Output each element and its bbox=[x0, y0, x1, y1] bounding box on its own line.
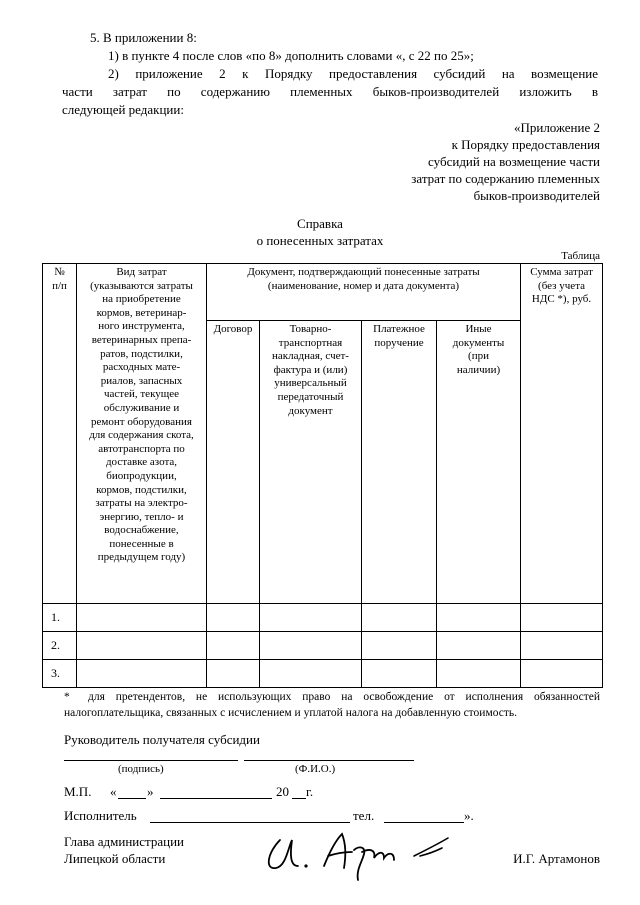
executor-line[interactable] bbox=[150, 822, 350, 823]
header-expense-type: Вид затрат (указываются затраты на приобретение кормов, ветеринар- ного инструмента, ветеринарных препа- ратов, подстилки, расходных мате- риалов, запасных частей, текущее обслуживание и ремонт оборудования для содержания скота, автотранспорта по доставке азота, биопродукции, кормов, подстилки, затраты на электро- энергию, тепло- и водоснабжение, понесенные в предыдущем году) bbox=[77, 264, 207, 604]
table-cell[interactable] bbox=[437, 632, 521, 660]
stamp-label: М.П. bbox=[64, 784, 92, 799]
subitem-2-line3: следующей редакции: bbox=[62, 102, 184, 117]
subheader-contract: Договор bbox=[207, 321, 260, 604]
subitem-2-line2: части затрат по содержанию племенных быков-производителей изложить в bbox=[62, 84, 598, 99]
header-supporting-document: Документ, подтверждающий понесенные затраты (наименование, номер и дата документа) bbox=[207, 264, 521, 321]
table-label: Таблица bbox=[561, 250, 600, 262]
header-expense-sum: Сумма затрат (без учета НДС *), руб. bbox=[521, 264, 603, 604]
date-month-line[interactable] bbox=[160, 798, 272, 799]
appendix-header-line2: к Порядку предоставления bbox=[451, 137, 600, 152]
governor-title-line2: Липецкой области bbox=[64, 851, 166, 866]
table-cell[interactable] bbox=[207, 632, 260, 660]
year-line[interactable] bbox=[292, 798, 306, 799]
recipient-head-label: Руководитель получателя субсидии bbox=[64, 732, 260, 747]
table-cell[interactable] bbox=[77, 632, 207, 660]
expenses-table bbox=[42, 263, 603, 688]
table-cell[interactable] bbox=[260, 632, 362, 660]
table-row bbox=[43, 660, 603, 688]
table-cell[interactable] bbox=[260, 604, 362, 632]
table-cell[interactable] bbox=[77, 604, 207, 632]
appendix-header-line5: быков-производителей bbox=[473, 188, 600, 203]
table-row bbox=[43, 632, 603, 660]
row-number: 3. bbox=[43, 660, 77, 688]
phone-label: тел. bbox=[353, 808, 375, 823]
year-prefix: 20 bbox=[276, 784, 289, 799]
header-num: № п/п bbox=[43, 264, 77, 604]
year-suffix: г. bbox=[306, 784, 314, 799]
fio-line[interactable] bbox=[244, 760, 414, 761]
date-open-quote: « bbox=[110, 784, 117, 799]
subheader-payment-order: Платежное поручение bbox=[362, 321, 437, 604]
signature-line[interactable] bbox=[64, 760, 238, 761]
table-cell[interactable] bbox=[362, 604, 437, 632]
subitem-1: 1) в пункте 4 после слов «по 8» дополнить словами «, с 22 по 25»; bbox=[108, 48, 474, 63]
row-number: 2. bbox=[43, 632, 77, 660]
table-cell[interactable] bbox=[77, 660, 207, 688]
table-cell[interactable] bbox=[521, 604, 603, 632]
appendix-header-line1: «Приложение 2 bbox=[513, 120, 600, 135]
row-number: 1. bbox=[43, 604, 77, 632]
phone-close: ». bbox=[464, 808, 474, 823]
fio-caption: (Ф.И.О.) bbox=[295, 763, 336, 775]
subitem-2-line1: 2) приложение 2 к Порядку предоставления субсидий на возмещение bbox=[108, 66, 598, 81]
governor-title-line1: Глава администрации bbox=[64, 834, 185, 849]
table-cell[interactable] bbox=[207, 604, 260, 632]
appendix-header-line3: субсидий на возмещение части bbox=[428, 154, 600, 169]
date-close-quote: » bbox=[147, 784, 154, 799]
footnote-mark: * bbox=[64, 691, 70, 703]
handwritten-signature bbox=[262, 826, 452, 886]
footnote-line2: налогоплательщика, связанных с исчислением и уплатой налога на добавленную стоимость. bbox=[64, 707, 518, 719]
phone-line[interactable] bbox=[384, 822, 464, 823]
footnote-line1: для претендентов, не использующих право на освобождение от исполнения обязанностей bbox=[88, 691, 600, 703]
subheader-other-documents: Иные документы (при наличии) bbox=[437, 321, 521, 604]
appendix-header-line4: затрат по содержанию племенных bbox=[411, 171, 600, 186]
table-cell[interactable] bbox=[207, 660, 260, 688]
doc-subtitle: о понесенных затратах bbox=[256, 233, 384, 248]
table-cell[interactable] bbox=[260, 660, 362, 688]
table-cell[interactable] bbox=[362, 660, 437, 688]
signature-caption: (подпись) bbox=[118, 763, 164, 775]
date-day-line[interactable] bbox=[118, 798, 146, 799]
item-5-heading: 5. В приложении 8: bbox=[90, 30, 197, 45]
subheader-invoice: Товарно- транспортная накладная, счет- фактура и (или) универсальный передаточный документ bbox=[260, 321, 362, 604]
executor-label: Исполнитель bbox=[64, 808, 137, 823]
governor-name: И.Г. Артамонов bbox=[513, 851, 600, 866]
table-row bbox=[43, 604, 603, 632]
table-cell[interactable] bbox=[362, 632, 437, 660]
table-cell[interactable] bbox=[521, 660, 603, 688]
table-cell[interactable] bbox=[437, 660, 521, 688]
table-cell[interactable] bbox=[437, 604, 521, 632]
table-cell[interactable] bbox=[521, 632, 603, 660]
doc-title: Справка bbox=[297, 216, 343, 231]
